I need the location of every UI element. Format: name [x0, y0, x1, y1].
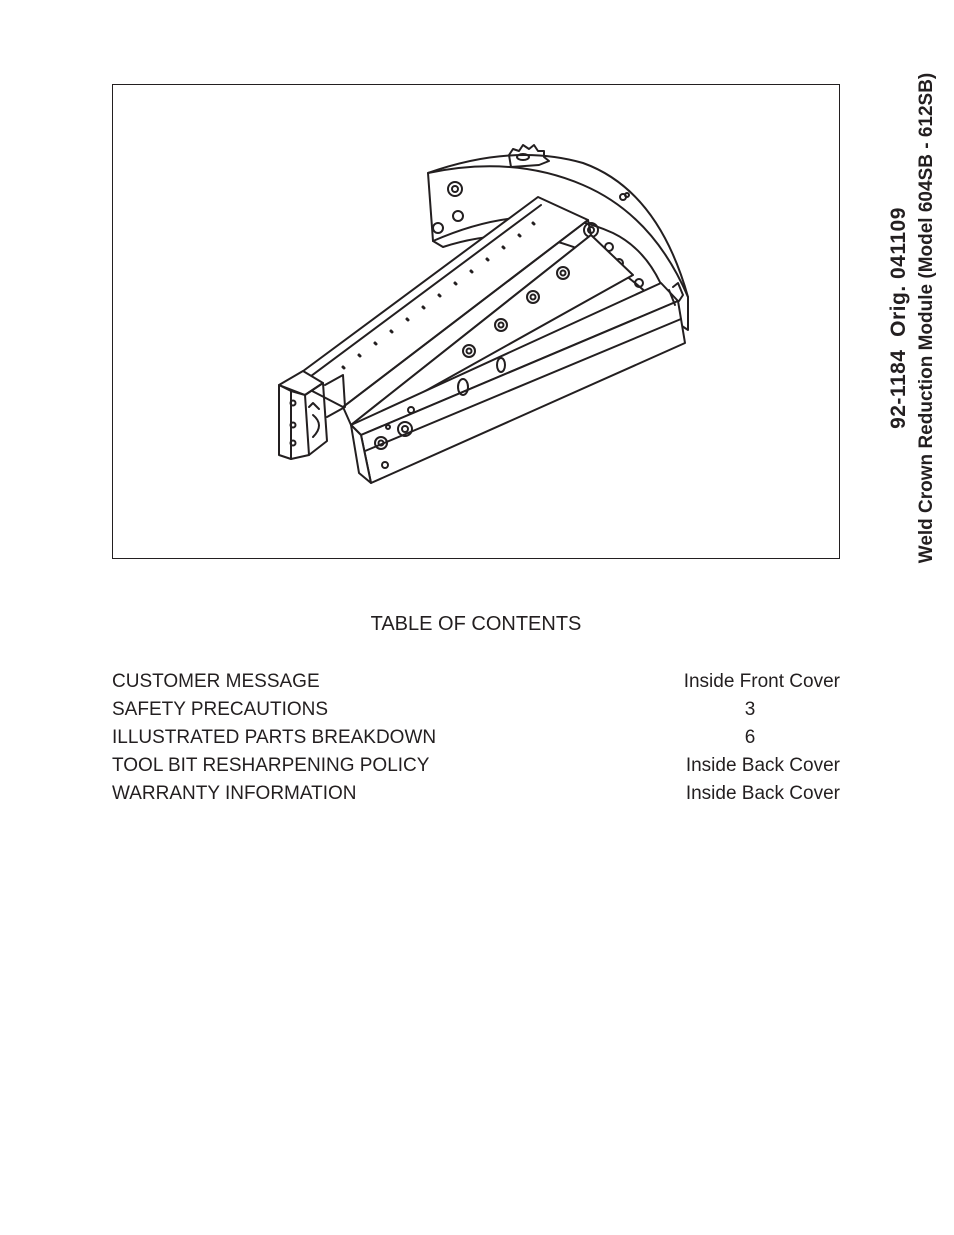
toc-entry-page: 3	[744, 699, 756, 720]
toc-entry-title: ILLUSTRATED PARTS BREAKDOWN	[112, 727, 437, 748]
toc-entry-title: TOOL BIT RESHARPENING POLICY	[112, 755, 430, 776]
toc-entry-title: CUSTOMER MESSAGE	[112, 671, 320, 692]
toc-row	[112, 754, 840, 782]
toc-entry-page: 6	[744, 727, 756, 748]
weld-crown-module-drawing	[113, 85, 840, 559]
toc-entry-page: Inside Back Cover	[685, 755, 840, 776]
document-subtitle: Weld Crown Reduction Module (Model 604SB - 612SB)	[916, 72, 937, 564]
toc-heading: TABLE OF CONTENTS	[370, 613, 582, 635]
toc-row	[112, 782, 840, 810]
toc-entry-title: SAFETY PRECAUTIONS	[112, 699, 329, 720]
toc-entry-title: WARRANTY INFORMATION	[112, 783, 357, 804]
toc-row	[112, 698, 840, 726]
document-id: 92-1184 Orig. 041109	[887, 207, 910, 429]
toc-row	[112, 726, 840, 754]
toc-list	[112, 670, 840, 810]
toc-row	[112, 670, 840, 698]
module-illustration-frame	[112, 84, 840, 559]
document-side-title	[884, 38, 944, 598]
toc-entry-page: Inside Back Cover	[685, 783, 840, 804]
toc-entry-page: Inside Front Cover	[683, 671, 840, 692]
